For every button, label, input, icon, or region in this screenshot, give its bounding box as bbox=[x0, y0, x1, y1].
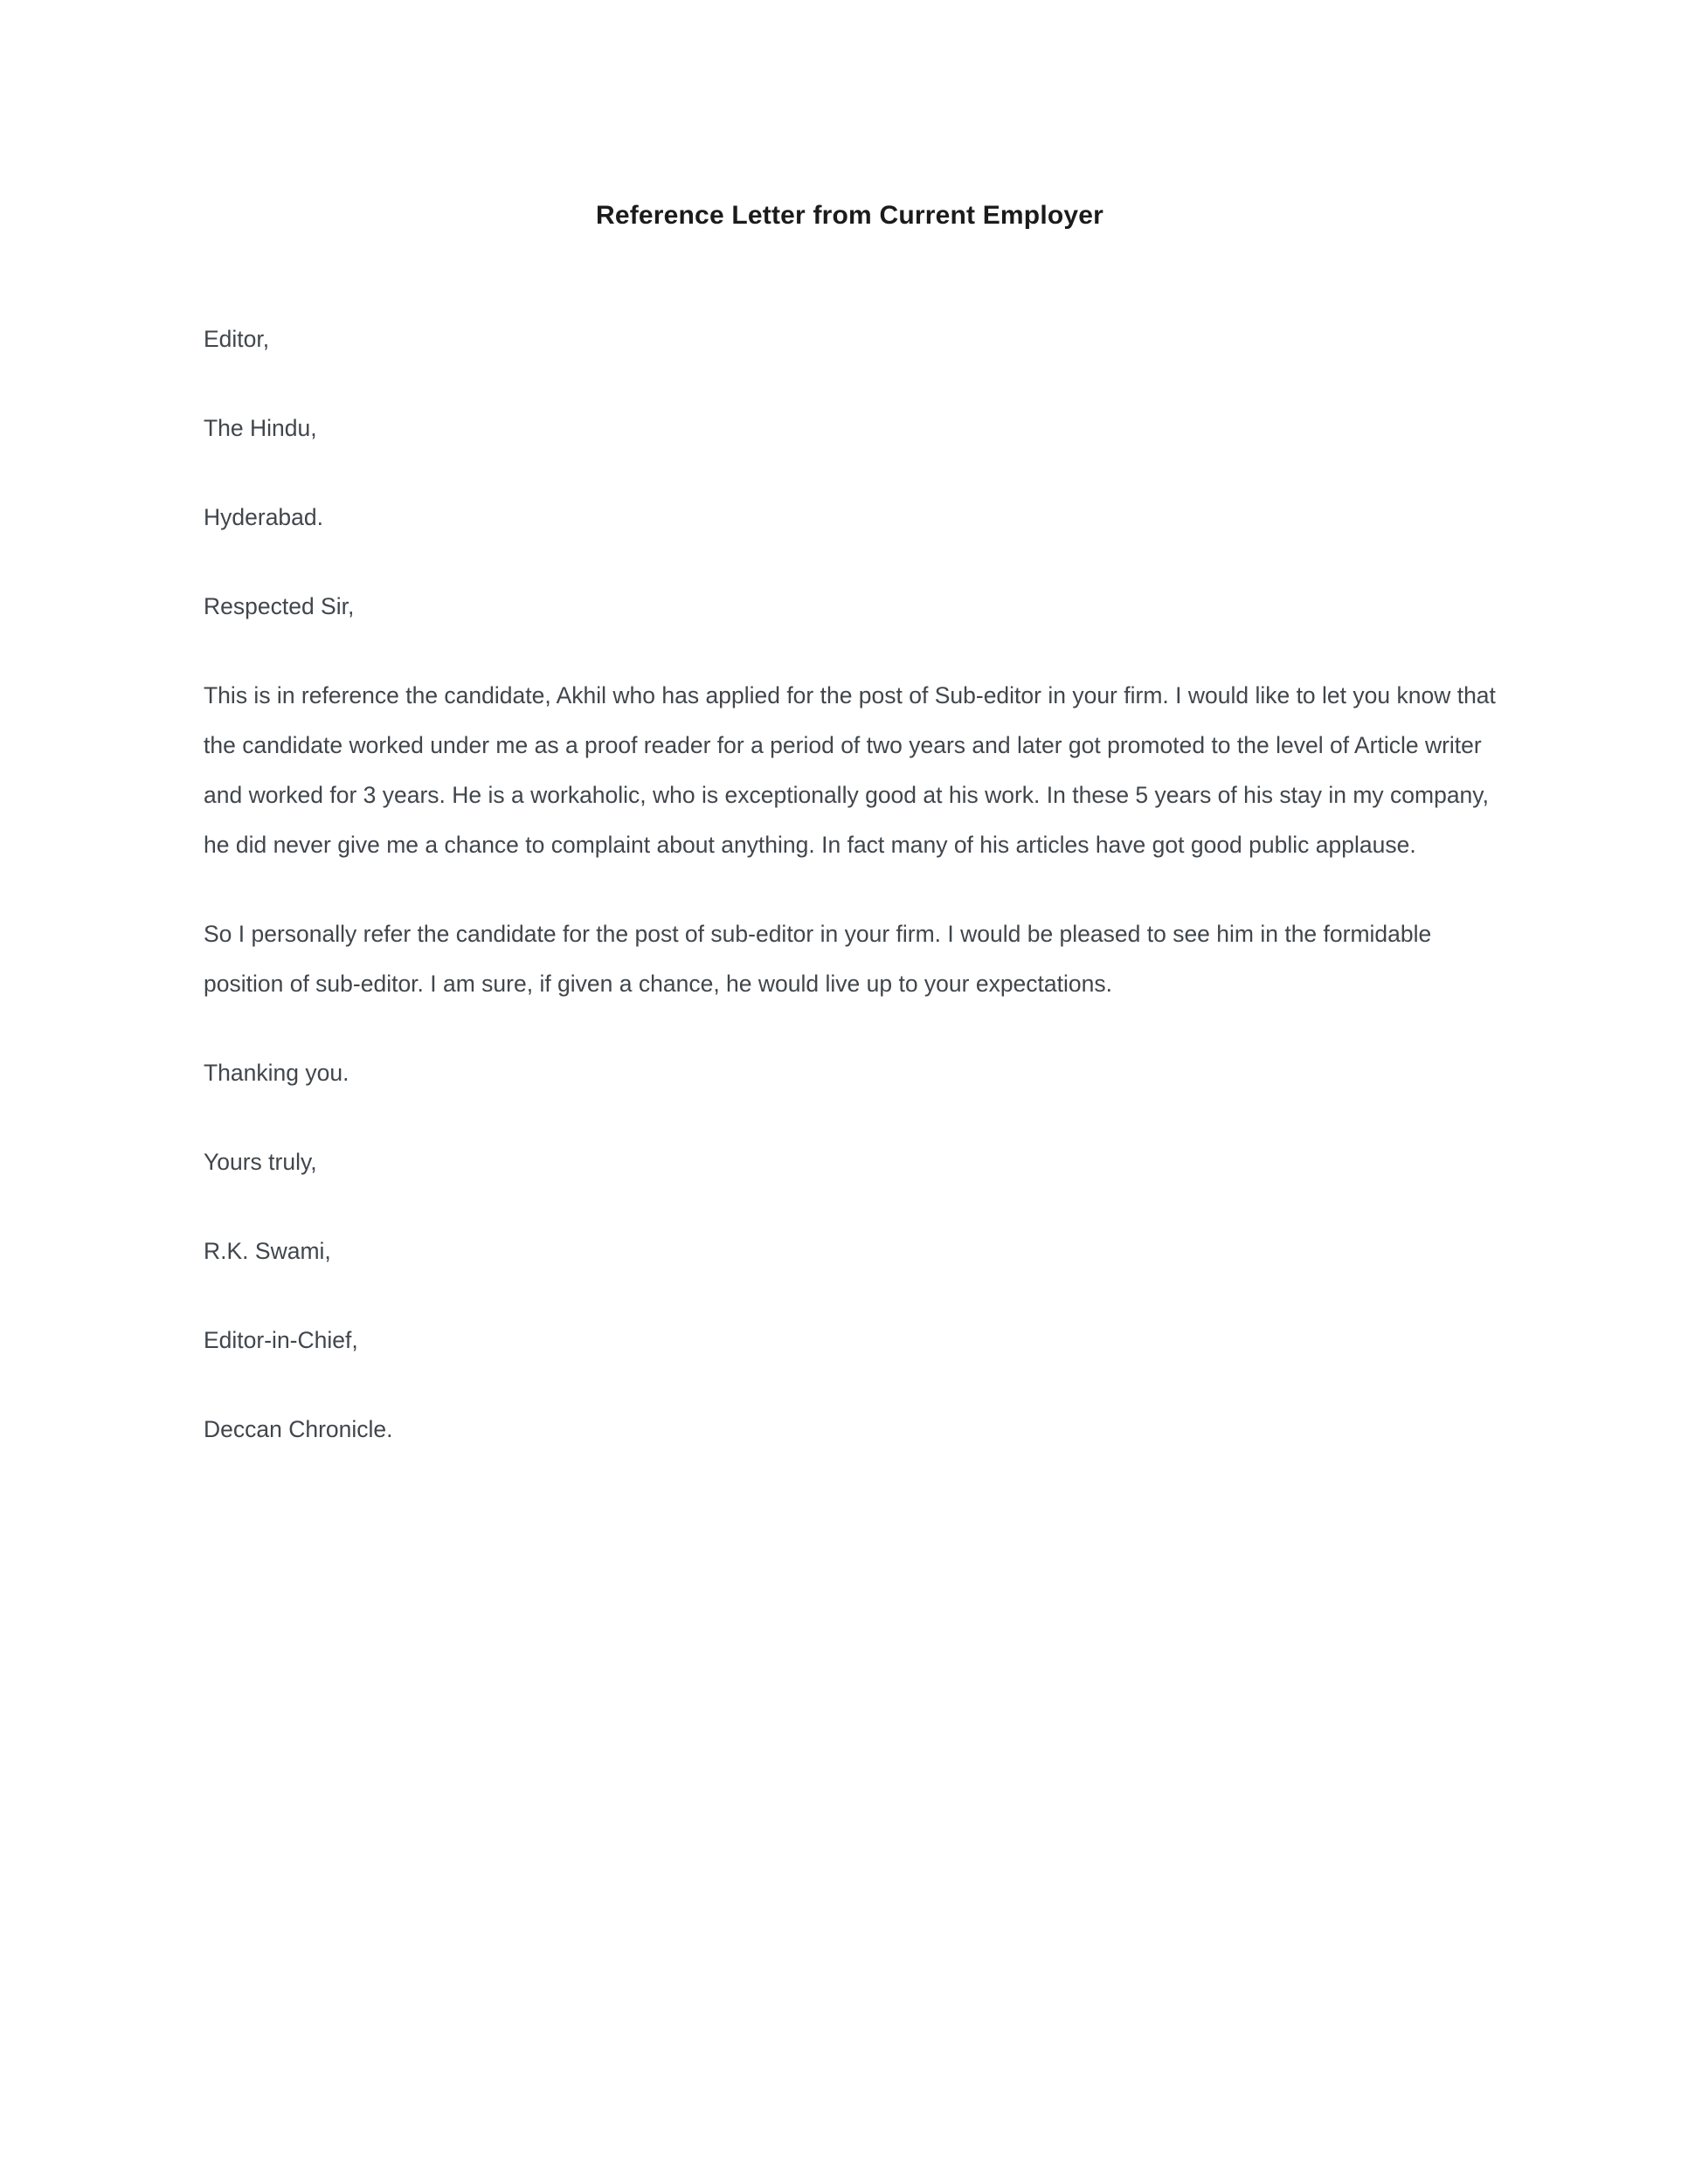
salutation: Respected Sir, bbox=[204, 592, 355, 619]
recipient-line-city: Hyderabad. bbox=[204, 503, 324, 530]
recipient-line-editor: Editor, bbox=[204, 325, 270, 352]
body-paragraph-recommendation: So I personally refer the candidate for the post of sub-editor in your firm. I would be pleased to see him in the formidable position of sub-editor. I am sure, if given a chance, he would live up to your expectations. bbox=[204, 920, 1432, 997]
body-paragraph-reference: This is in reference the candidate, Akhil who has applied for the post of Sub-editor in your firm. I would like to let you know that the candidate worked under me as a proof reader for a period of two years and later got promoted to the level of Article writer and worked for 3 years. He is a workaholic, who is exceptionally good at his work. In these 5 years of his stay in my company, he did never give me a chance to complaint about anything. In fact many of his articles have got good public applause. bbox=[204, 681, 1496, 858]
signature-role: Editor-in-Chief, bbox=[204, 1326, 358, 1353]
thanks-line: Thanking you. bbox=[204, 1059, 349, 1086]
signature-company: Deccan Chronicle. bbox=[204, 1415, 393, 1442]
page-title: Reference Letter from Current Employer bbox=[595, 201, 1104, 230]
recipient-line-company: The Hindu, bbox=[204, 414, 317, 441]
signoff-line: Yours truly, bbox=[204, 1148, 317, 1175]
signature-name: R.K. Swami, bbox=[204, 1237, 331, 1264]
